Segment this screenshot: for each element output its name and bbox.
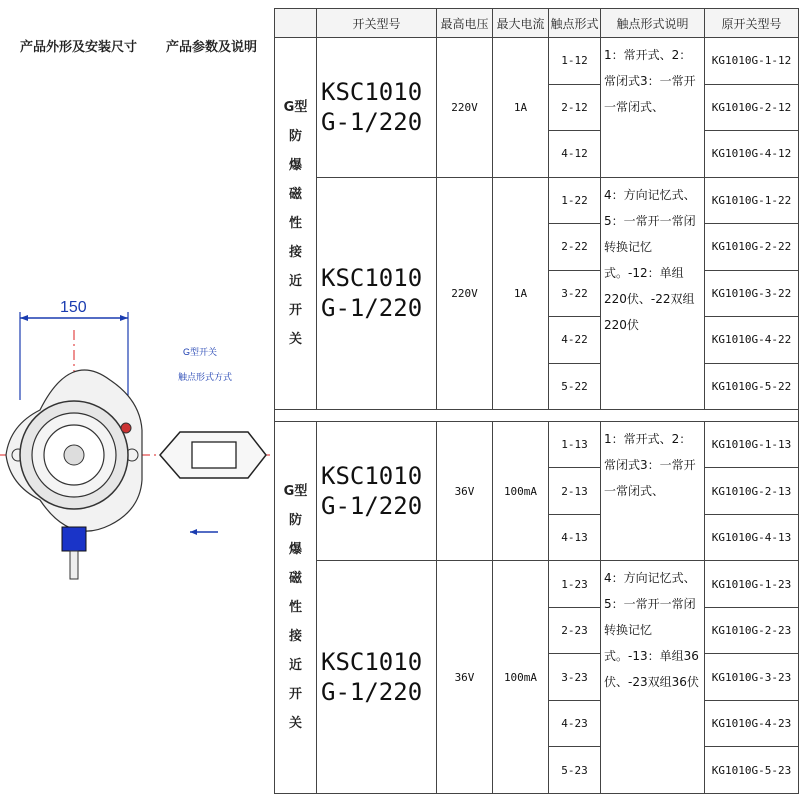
section-title-dimensions: 产品外形及安装尺寸 [20, 40, 138, 55]
voltage-cell: 36V [437, 421, 493, 561]
table-row [275, 561, 799, 608]
switch-type-char: 性 [288, 216, 302, 232]
contact-type-cell: 2-22 [549, 224, 601, 271]
separator-cell [275, 410, 799, 422]
indicator-dot [121, 423, 131, 433]
annotation-line-1: G型开关 [183, 347, 218, 357]
switch-type-char: 关 [288, 332, 302, 348]
arrow-icon [190, 529, 197, 535]
switch-type-char: 性 [288, 599, 302, 615]
model-cell: KSC1010G-1/220 [317, 177, 437, 410]
side-view-window [192, 442, 236, 468]
current-cell: 100mA [493, 421, 549, 561]
original-model-cell: KG1010G-2-13 [705, 468, 799, 515]
header-max-voltage: 最高电压 [437, 9, 493, 38]
original-model-cell: KG1010G-4-23 [705, 700, 799, 747]
switch-type-char: 近 [288, 274, 302, 290]
original-model-cell: KG1010G-5-23 [705, 747, 799, 794]
cable [70, 551, 78, 579]
original-model-cell: KG1010G-3-23 [705, 654, 799, 701]
contact-type-cell: 1-23 [549, 561, 601, 608]
switch-type-label [275, 38, 317, 410]
original-model-cell: KG1010G-1-13 [705, 421, 799, 468]
original-model-cell: KG1010G-2-23 [705, 607, 799, 654]
original-model-cell: KG1010G-1-12 [705, 38, 799, 85]
arrow-left-icon [20, 315, 28, 321]
switch-type-char: 接 [288, 628, 302, 644]
contact-description-cell: 4：方向记忆式、5：一常开一常闭转换记忆式。-13：单组36伏、-23双组36伏 [601, 561, 705, 794]
contact-type-cell: 5-23 [549, 747, 601, 794]
header-blank [275, 9, 317, 38]
contact-type-cell: 3-23 [549, 654, 601, 701]
switch-type-char: 磁 [288, 570, 302, 586]
switch-type-char: 防 [288, 512, 302, 528]
current-cell: 100mA [493, 561, 549, 794]
contact-type-cell: 4-13 [549, 514, 601, 561]
original-model-cell: KG1010G-4-13 [705, 514, 799, 561]
switch-type-char: 爆 [288, 541, 302, 557]
voltage-cell: 220V [437, 38, 493, 178]
switch-type-char: G型 [283, 483, 308, 499]
spec-table [274, 8, 799, 794]
model-cell: KSC1010G-1/220 [317, 38, 437, 178]
table-row [275, 38, 799, 85]
contact-type-cell: 1-13 [549, 421, 601, 468]
header-max-current: 最大电流 [493, 9, 549, 38]
dimension-label: 150 [60, 299, 87, 316]
original-model-cell: KG1010G-4-22 [705, 317, 799, 364]
model-cell: KSC1010G-1/220 [317, 421, 437, 561]
section-title-parameters: 产品参数及说明 [166, 40, 258, 55]
current-cell: 1A [493, 38, 549, 178]
voltage-cell: 36V [437, 561, 493, 794]
header-contact-type: 触点形式 [549, 9, 601, 38]
contact-description-cell: 1：常开式、2：常闭式3：一常开一常闭式、 [601, 421, 705, 561]
contact-type-cell: 2-23 [549, 607, 601, 654]
switch-type-char: G型 [283, 100, 308, 116]
model-cell: KSC1010G-1/220 [317, 561, 437, 794]
contact-type-cell: 3-22 [549, 270, 601, 317]
table-row [275, 421, 799, 468]
contact-type-cell: 2-13 [549, 468, 601, 515]
group-separator [275, 410, 799, 422]
original-model-cell: KG1010G-1-23 [705, 561, 799, 608]
contact-description-cell: 4：方向记忆式、5：一常开一常闭转换记忆式。-12：单组220伏、-22双组220伏 [601, 177, 705, 410]
voltage-cell: 220V [437, 177, 493, 410]
switch-core [64, 445, 84, 465]
original-model-cell: KG1010G-3-22 [705, 270, 799, 317]
original-model-cell: KG1010G-2-22 [705, 224, 799, 271]
original-model-cell: KG1010G-4-12 [705, 131, 799, 178]
switch-type-label [275, 421, 317, 793]
switch-type-char: 防 [288, 129, 302, 145]
switch-type-char: 开 [288, 303, 302, 319]
contact-type-cell: 4-22 [549, 317, 601, 364]
cable-gland [62, 527, 86, 551]
switch-type-char: 爆 [288, 158, 302, 174]
switch-type-char: 接 [288, 245, 302, 261]
contact-type-cell: 5-22 [549, 363, 601, 410]
table-row [275, 177, 799, 224]
header-model: 开关型号 [317, 9, 437, 38]
original-model-cell: KG1010G-1-22 [705, 177, 799, 224]
header-original-model: 原开关型号 [705, 9, 799, 38]
contact-type-cell: 4-12 [549, 131, 601, 178]
contact-type-cell: 1-12 [549, 38, 601, 85]
switch-type-char: 开 [288, 686, 302, 702]
contact-type-cell: 1-22 [549, 177, 601, 224]
original-model-cell: KG1010G-5-22 [705, 363, 799, 410]
header-contact-desc: 触点形式说明 [601, 9, 705, 38]
arrow-right-icon [120, 315, 128, 321]
contact-description-cell: 1：常开式、2：常闭式3：一常开一常闭式、 [601, 38, 705, 178]
current-cell: 1A [493, 177, 549, 410]
original-model-cell: KG1010G-2-12 [705, 84, 799, 131]
switch-type-char: 关 [288, 715, 302, 731]
table-header-row [275, 9, 799, 38]
contact-type-cell: 4-23 [549, 700, 601, 747]
switch-type-char: 磁 [288, 187, 302, 203]
switch-drawing [0, 270, 275, 600]
contact-type-cell: 2-12 [549, 84, 601, 131]
annotation-line-2: 触点形式方式 [178, 372, 233, 382]
switch-type-char: 近 [288, 657, 302, 673]
